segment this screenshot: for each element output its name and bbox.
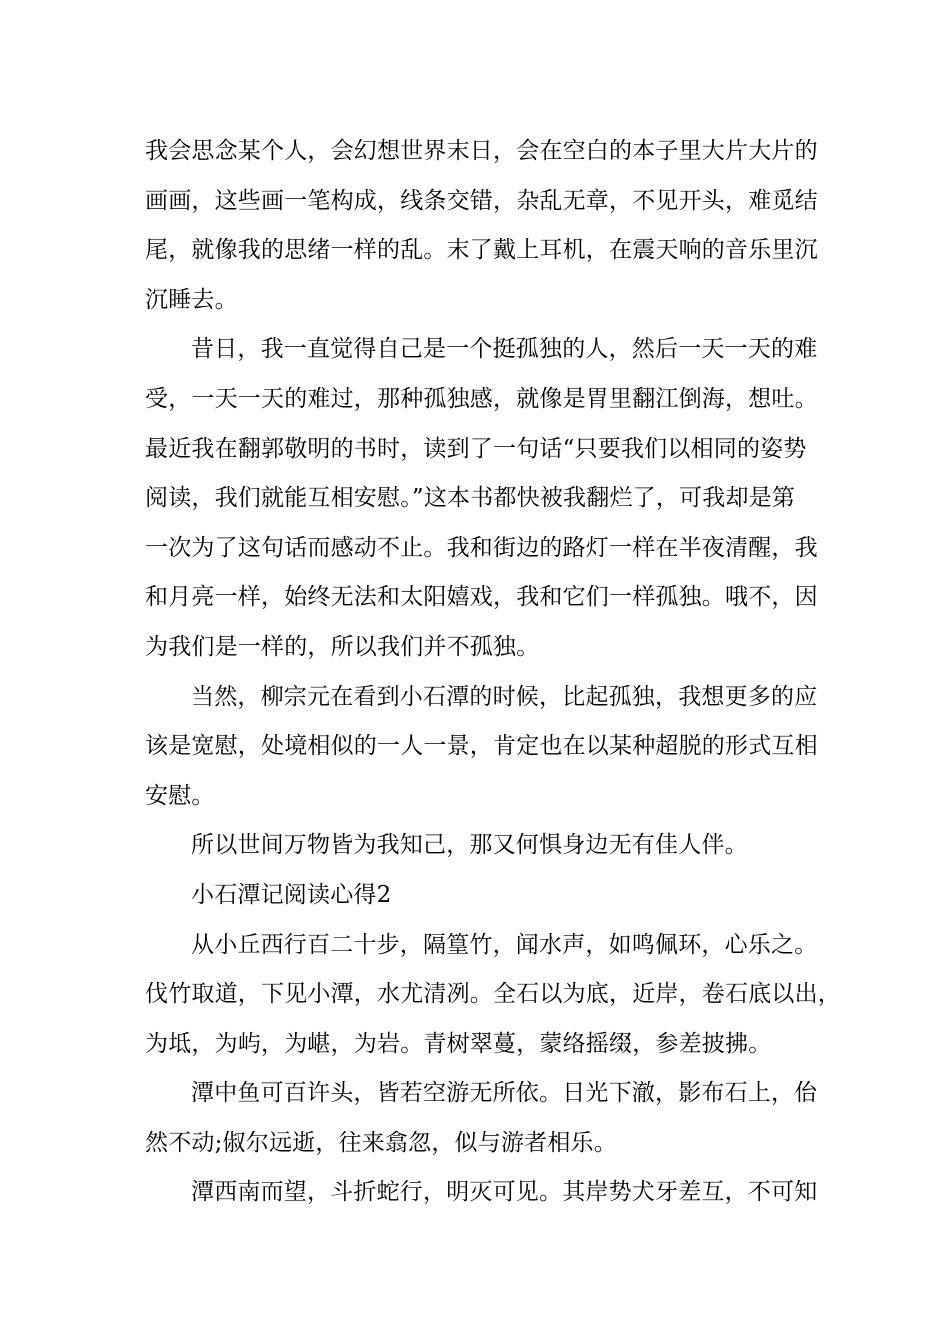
paragraph-start-line: 当然，柳宗元在看到小石潭的时候，比起孤独，我想更多的应 (191, 683, 818, 710)
text-line: 受，一天一天的难过，那种孤独感，就像是胃里翻江倒海，想吐。 (145, 385, 818, 412)
paragraph-start-line: 潭西南而望，斗折蛇行，明灭可见。其岸势犬牙差互，不可知 (191, 1179, 818, 1206)
text-line: 我会思念某个人，会幻想世界末日，会在空白的本子里大片大片的 (145, 138, 818, 164)
text-line: 和月亮一样，始终无法和太阳嬉戏，我和它们一样孤独。哦不，因 (145, 584, 818, 611)
text-line: 伐竹取道，下见小潭，水尤清冽。全石以为底，近岸，卷石底以出， (145, 981, 841, 1008)
paragraph-start-line: 潭中鱼可百许头，皆若空游无所依。日光下澈，影布石上，佁 (191, 1080, 818, 1107)
text-line: 一次为了这句话而感动不止。我和街边的路灯一样在半夜清醒，我 (145, 534, 818, 561)
paragraph-start-line: 从小丘西行百二十步，隔篁竹，闻水声，如鸣佩环，心乐之。 (191, 931, 818, 958)
text-line: 画画，这些画一笔构成，线条交错，杂乱无章，不见开头，难觅结 (145, 187, 818, 214)
document-body (145, 127, 841, 1218)
text-line: 然不动;俶尔远逝，往来翕忽，似与游者相乐。 (145, 1129, 617, 1156)
text-line: 安慰。 (145, 782, 215, 809)
text-line: 阅读，我们就能互相安慰。”这本书都快被我翻烂了，可我却是第 (145, 485, 796, 512)
section-title: 小石潭记阅读心得2 (191, 881, 392, 908)
paragraph-start-line: 所以世间万物皆为我知己，那又何惧身边无有佳人伴。 (191, 832, 748, 859)
paragraph-start-line: 昔日，我一直觉得自己是一个挺孤独的人，然后一天一天的难 (191, 336, 818, 363)
text-line: 该是宽慰，处境相似的一人一景，肯定也在以某种超脱的形式互相 (145, 733, 818, 760)
text-line: 为我们是一样的，所以我们并不孤独。 (145, 633, 540, 660)
text-line: 沉睡去。 (145, 286, 238, 313)
text-line: 尾，就像我的思绪一样的乱。末了戴上耳机，在震天响的音乐里沉 (145, 237, 818, 264)
text-line: 最近我在翻郭敬明的书时，读到了一句话“只要我们以相同的姿势 (145, 435, 807, 462)
text-line: 为坻，为屿，为嵁，为岩。青树翠蔓，蒙络摇缀，参差披拂。 (145, 1030, 772, 1057)
